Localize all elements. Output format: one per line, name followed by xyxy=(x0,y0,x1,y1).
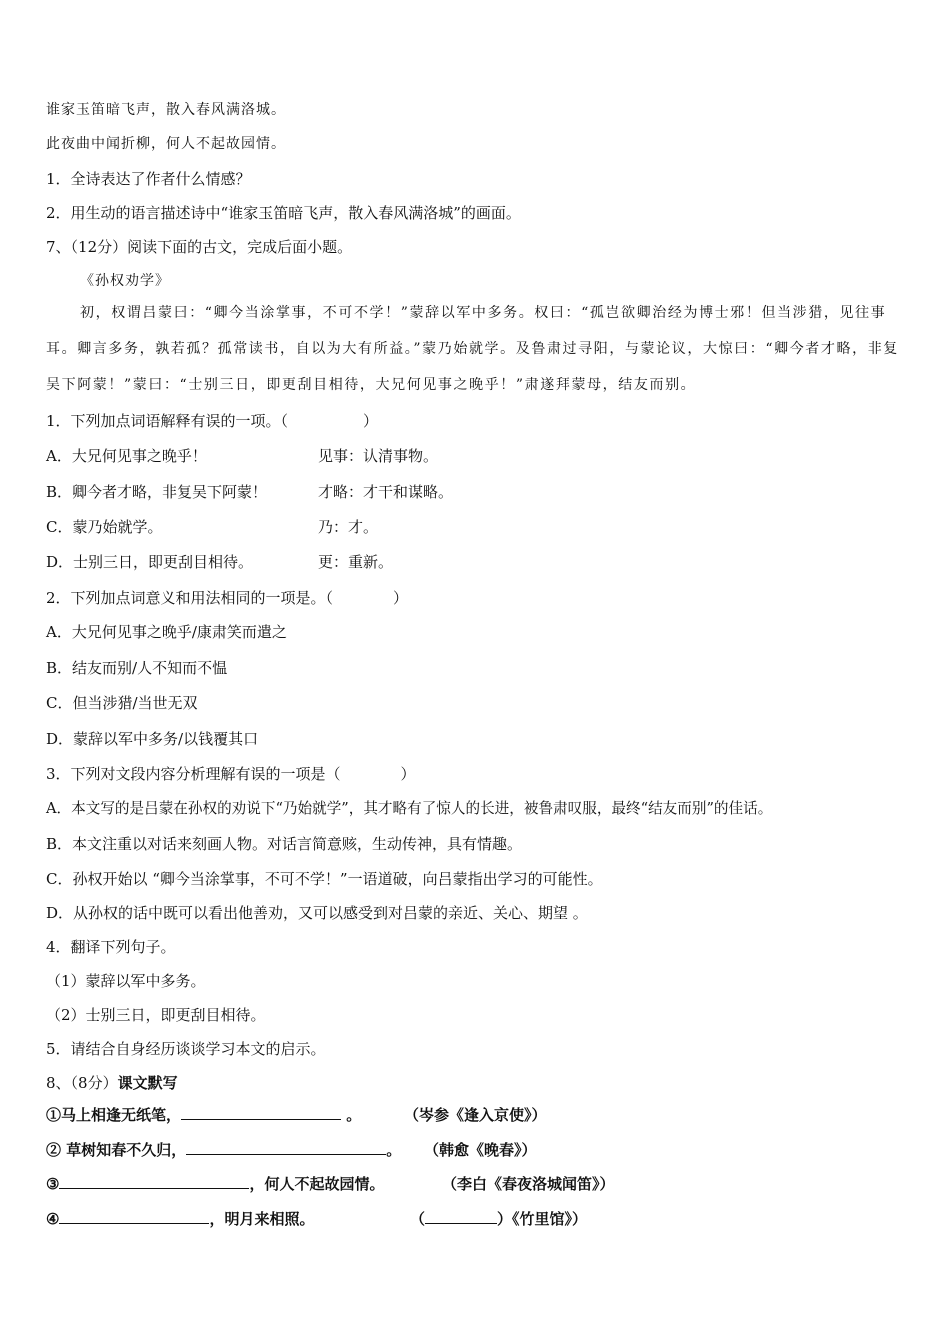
answer-blank[interactable] xyxy=(186,1140,386,1155)
poem-line: 此夜曲中闻折柳，何人不起故园情。 xyxy=(46,136,286,152)
answer-blank[interactable] xyxy=(181,1105,341,1120)
translate-item: （1）蒙辞以军中多务。 xyxy=(46,972,206,990)
recitation-item-2 xyxy=(46,1140,401,1160)
answer-blank[interactable] xyxy=(59,1174,249,1189)
question-8-title: 课文默写 xyxy=(117,1074,178,1092)
option-b: B．结友而别/人不知而不愠 xyxy=(46,659,228,677)
author-blank[interactable] xyxy=(425,1209,497,1224)
option-c: C．孙权开始以 “卿今当涂掌事，不可不学！”一语道破，向吕蒙指出学习的可能性。 xyxy=(46,870,603,888)
question-8-prefix: 8、（8分） xyxy=(46,1074,118,1092)
classical-passage: 初，权谓吕蒙曰：“卿今当涂掌事，不可不学！”蒙辞以军中多务。权曰：“孤岂欲卿治经为博士邪！但当涉猎，见往事耳。卿言多务，孰若孤？孤常读书，自以为大有所益。”蒙乃始就学。及鲁肃过寻阳，与蒙论议，大惊曰：“卿今者才略，非复吴下阿蒙！”蒙曰：“士别三日，即更刮目相待，大兄何见事之晚乎！”肃遂拜蒙母，结友而别。 xyxy=(46,305,899,393)
sub-question-5: 5．请结合自身经历谈谈学习本文的启示。 xyxy=(46,1040,326,1058)
question-7-heading: 7、（12分）阅读下面的古文，完成后面小题。 xyxy=(46,238,353,256)
source-reference xyxy=(410,1209,587,1229)
item-text: ③ xyxy=(46,1175,60,1193)
option-d-gloss: 更：重新。 xyxy=(318,553,394,571)
recitation-item-4 xyxy=(46,1209,314,1229)
question-6-1: 1．全诗表达了作者什么情感？ xyxy=(46,170,251,188)
option-b: B．卿今者才略，非复吴下阿蒙！ xyxy=(46,483,268,501)
poem-line: 谁家玉笛暗飞声，散入春风满洛城。 xyxy=(46,102,286,118)
question-6-2: 2．用生动的语言描述诗中“谁家玉笛暗飞声，散入春风满洛城”的画面。 xyxy=(46,204,521,222)
option-d: D．士别三日，即更刮目相待。 xyxy=(46,553,254,571)
option-c: C．但当涉猎/当世无双 xyxy=(46,694,198,712)
option-a: A．大兄何见事之晚乎！ xyxy=(46,447,207,465)
answer-blank[interactable] xyxy=(59,1209,209,1224)
option-c: C．蒙乃始就学。 xyxy=(46,518,163,536)
option-b-gloss: 才略：才干和谋略。 xyxy=(318,483,454,501)
source-reference: （韩愈《晚春》） xyxy=(424,1141,537,1159)
sub-question-4-stem: 4．翻译下列句子。 xyxy=(46,938,176,956)
item-text: ，明月来相照。 xyxy=(209,1210,315,1228)
question-8-heading xyxy=(46,1073,178,1093)
sub-question-2-stem: 2．下列加点词意义和用法相同的一项是。（ ） xyxy=(46,589,409,607)
item-text: 。 xyxy=(341,1106,362,1124)
sub-question-3-stem: 3．下列对文段内容分析理解有误的一项是（ ） xyxy=(46,765,416,783)
option-a: A．大兄何见事之晚乎/康肃笑而遣之 xyxy=(46,623,287,641)
source-reference: （岑参《逢入京使》） xyxy=(404,1106,547,1124)
item-text: ①马上相逢无纸笔， xyxy=(46,1106,182,1124)
option-d: D．从孙权的话中既可以看出他善劝，又可以感受到对吕蒙的亲近、关心、期望 。 xyxy=(46,904,588,922)
sub-question-1-stem: 1．下列加点词语解释有误的一项。（ ） xyxy=(46,412,379,430)
option-d: D．蒙辞以军中多务/以钱覆其口 xyxy=(46,730,259,748)
option-b: B．本文注重以对话来刻画人物。对话言简意赅，生动传神，具有情趣。 xyxy=(46,835,523,853)
ref-title: ）《竹里馆》） xyxy=(497,1210,588,1228)
passage-title: 《孙权劝学》 xyxy=(80,273,170,289)
item-text: ，何人不起故园情。 xyxy=(249,1175,385,1193)
item-text: ② 草树知春不久归， xyxy=(46,1141,187,1159)
option-c-gloss: 乃：才。 xyxy=(318,518,379,536)
source-reference: （李白《春夜洛城闻笛》） xyxy=(442,1175,615,1193)
item-text: 。 xyxy=(386,1141,402,1159)
option-a: A．本文写的是吕蒙在孙权的劝说下“乃始就学”，其才略有了惊人的长进，被鲁肃叹服，最终“结友而别”的佳话。 xyxy=(46,800,773,817)
recitation-item-1 xyxy=(46,1105,361,1125)
translate-item: （2）士别三日，即更刮目相待。 xyxy=(46,1006,266,1024)
recitation-item-3 xyxy=(46,1174,384,1194)
option-a-gloss: 见事：认清事物。 xyxy=(318,447,439,465)
item-text: ④ xyxy=(46,1210,60,1228)
ref-open: （ xyxy=(410,1210,426,1228)
